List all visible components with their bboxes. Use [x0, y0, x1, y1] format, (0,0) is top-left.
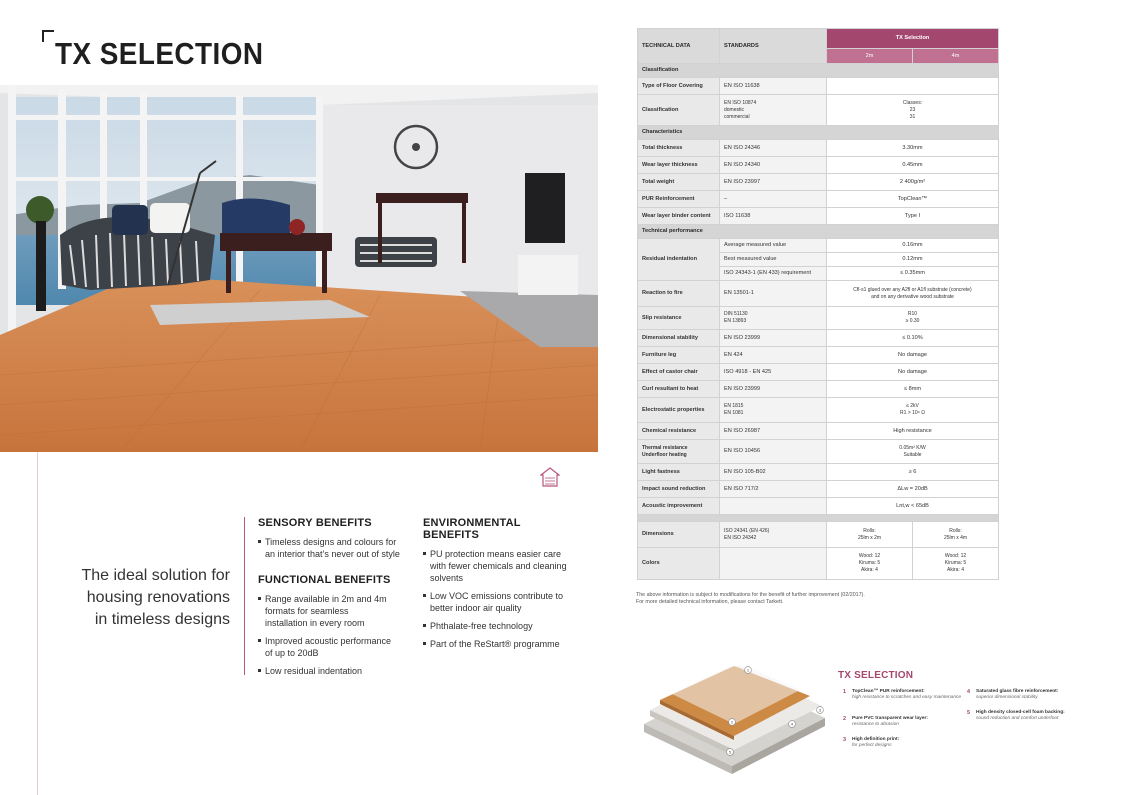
row-label: Dimensions [638, 522, 720, 548]
table-row [638, 239, 999, 253]
tagline-line: The ideal solution for [81, 567, 230, 584]
layer-number: 5 [967, 710, 971, 716]
row-standard: Average measured value [720, 239, 827, 253]
row-standard: EN ISO 23997 [720, 174, 827, 191]
row-value: Cfl-s1 glued over any A2fl or A1fl substrate (concrete) and on any derivative wood substrate [827, 281, 999, 307]
table-row [638, 440, 999, 464]
layer-description: superior dimensional stability [976, 695, 1038, 700]
tagline [40, 565, 230, 631]
row-label: Thermal resistance Underfloor heating [638, 440, 720, 464]
benefit-item: Phthalate-free technology [423, 620, 573, 632]
footnote-line: For more detailed technical information, please contact Tarkett. [636, 599, 784, 605]
row-standard [720, 548, 827, 580]
layer-marker: 2 [730, 719, 734, 725]
tagline-line: housing renovations [86, 589, 230, 606]
row-value: Classes: 23 31 [827, 95, 999, 126]
section-label: Classification [638, 64, 999, 78]
row-value: Lnt,w < 65dB [827, 498, 999, 515]
layer-item [843, 716, 972, 728]
row-standard: EN ISO 105-B02 [720, 464, 827, 481]
layer-name: Pure PVC transparent wear layer: [852, 716, 928, 721]
environmental-benefits-list [423, 548, 573, 650]
layer-item [967, 710, 1096, 722]
width-header: 2m [827, 49, 913, 64]
width-header: 4m [913, 49, 999, 64]
row-value: Wood: 12 Kiruma: 5 Akira: 4 [827, 548, 913, 580]
table-row [638, 140, 999, 157]
table-row [638, 95, 999, 126]
layer-marker: 3 [818, 707, 822, 713]
benefit-item: Range available in 2m and 4m formats for seamless installation in every room [258, 593, 408, 629]
layer-name: High density closed-cell foam backing: [976, 710, 1065, 715]
layer-number: 3 [843, 737, 847, 743]
table-row [638, 522, 999, 548]
row-standard: EN 13501-1 [720, 281, 827, 307]
row-label: Wear layer binder content [638, 208, 720, 225]
layer-item [967, 689, 1096, 701]
table-row [638, 157, 999, 174]
table-row [638, 281, 999, 307]
row-standard: ISO 4918 - EN 425 [720, 364, 827, 381]
row-value: Rolls: 25lm x 4m [913, 522, 999, 548]
row-value: 0.05m² K/W Suitable [827, 440, 999, 464]
layer-name: Saturated glass fibre reinforcement: [976, 689, 1059, 694]
product-header: TX Selection [827, 29, 999, 49]
row-standard: EN ISO 24346 [720, 140, 827, 157]
technical-data-table [637, 28, 999, 580]
functional-benefits-heading: FUNCTIONAL BENEFITS [258, 574, 391, 586]
layer-description: for perfect designs [852, 743, 892, 748]
row-label: Curl resultant to heat [638, 381, 720, 398]
layer-marker: 4 [790, 721, 794, 727]
table-row [638, 381, 999, 398]
row-standard: Best measured value [720, 253, 827, 267]
row-standard [720, 498, 827, 515]
row-label: Total thickness [638, 140, 720, 157]
table-header-row [638, 29, 999, 49]
living-room-photo [0, 85, 598, 452]
layer-marker: 5 [728, 749, 732, 755]
row-label: Dimensional stability [638, 330, 720, 347]
table-row [638, 191, 999, 208]
section-label: Technical performance [638, 225, 999, 239]
row-standard: EN ISO 10874 domestic commercial [720, 95, 827, 126]
section-row [638, 64, 999, 78]
benefit-item: Improved acoustic performance of up to 20dB [258, 635, 408, 659]
table-row [638, 174, 999, 191]
table-row [638, 307, 999, 330]
row-label: Slip resistance [638, 307, 720, 330]
corner-mark [42, 30, 54, 42]
benefits-divider [244, 517, 245, 675]
benefits-column-right [423, 517, 573, 656]
row-standard: EN 1815 EN 1081 [720, 398, 827, 423]
row-value: 0.45mm [827, 157, 999, 174]
row-label: Reaction to fire [638, 281, 720, 307]
table-row [638, 347, 999, 364]
row-value: ≥ 6 [827, 464, 999, 481]
row-label: Electrostatic properties [638, 398, 720, 423]
row-label: Chemical resistance [638, 423, 720, 440]
tagline-line: in timeless designs [94, 611, 230, 628]
layer-number: 2 [843, 716, 847, 722]
benefit-item: Timeless designs and colours for an interior that’s never out of style [258, 536, 408, 560]
layer-item [843, 689, 972, 701]
row-label: Residual indentation [638, 239, 720, 281]
row-value: R10 ≥ 0.30 [827, 307, 999, 330]
layer-name: TopClean™ PUR reinforcement: [852, 689, 925, 694]
benefit-item: Part of the ReStart® programme [423, 638, 573, 650]
row-value: 3.30mm [827, 140, 999, 157]
section-row [638, 126, 999, 140]
layer-description: resistance to abrasion [852, 722, 899, 727]
row-label: Total weight [638, 174, 720, 191]
row-label: Impact sound reduction [638, 481, 720, 498]
row-value: 0.16mm [827, 239, 999, 253]
row-label: PUR Reinforcement [638, 191, 720, 208]
section-row [638, 225, 999, 239]
row-value: 2 400g/m² [827, 174, 999, 191]
spacer-row [638, 515, 999, 522]
table-row [638, 464, 999, 481]
row-standard: DIN 51130 EN 13893 [720, 307, 827, 330]
sensory-benefits-list [258, 536, 408, 560]
row-standard: ISO 11638 [720, 208, 827, 225]
row-label: Colors [638, 548, 720, 580]
row-label: Furniture leg [638, 347, 720, 364]
row-value: ≤ 2kV R1 > 10⁹ Ω [827, 398, 999, 423]
benefit-item: Low residual indentation [258, 665, 408, 677]
row-value: High resistance [827, 423, 999, 440]
footnote-line: The above information is subject to modifications for the benefit of further improvement (02/2017). [636, 592, 865, 598]
table-row [638, 548, 999, 580]
table-row [638, 481, 999, 498]
column-header: TECHNICAL DATA [638, 29, 720, 64]
layer-number: 1 [843, 689, 847, 695]
row-value: ≤ 0.35mm [827, 267, 999, 281]
layer-description: high resistance to scratches and easy maintenance [852, 695, 962, 700]
house-icon [540, 467, 560, 487]
row-value: TopClean™ [827, 191, 999, 208]
row-standard: EN ISO 23999 [720, 330, 827, 347]
table-row [638, 208, 999, 225]
row-value: Rolls: 25lm x 2m [827, 522, 913, 548]
row-standard: EN ISO 26987 [720, 423, 827, 440]
layer-name: High definition print: [852, 737, 900, 742]
layer-description: sound reduction and comfort underfoot [976, 716, 1059, 721]
row-standard: EN ISO 23999 [720, 381, 827, 398]
row-label: Acoustic improvement [638, 498, 720, 515]
row-label: Wear layer thickness [638, 157, 720, 174]
row-value: 0.12mm [827, 253, 999, 267]
page-title: TX SELECTION [55, 36, 264, 71]
table-row [638, 364, 999, 381]
table-row [638, 398, 999, 423]
row-label: Effect of castor chair [638, 364, 720, 381]
row-label: Light fastness [638, 464, 720, 481]
row-value: Type I [827, 208, 999, 225]
benefits-column-left [258, 517, 408, 683]
layer-structure-diagram [642, 666, 827, 774]
table-row [638, 423, 999, 440]
functional-benefits-list [258, 593, 408, 677]
row-value: ≤ 8mm [827, 381, 999, 398]
table-row [638, 330, 999, 347]
row-value: No damage [827, 364, 999, 381]
layer-item [843, 737, 972, 749]
row-value [827, 78, 999, 95]
row-standard: EN ISO 10456 [720, 440, 827, 464]
row-standard: EN ISO 24340 [720, 157, 827, 174]
benefit-item: PU protection means easier care with fewer chemicals and cleaning solvents [423, 548, 573, 584]
row-label: Type of Floor Covering [638, 78, 720, 95]
row-standard: ISO 24343-1 (EN 433) requirement [720, 267, 827, 281]
row-standard: EN 424 [720, 347, 827, 364]
environmental-benefits-heading: ENVIRONMENTAL BENEFITS [423, 517, 521, 541]
sensory-benefits-heading: SENSORY BENEFITS [258, 517, 372, 529]
layer-number: 4 [967, 689, 971, 695]
row-value: ΔLw = 20dB [827, 481, 999, 498]
row-value: ≤ 0.10% [827, 330, 999, 347]
layers-title: TX SELECTION [838, 670, 914, 681]
row-label: Classification [638, 95, 720, 126]
row-standard: – [720, 191, 827, 208]
row-standard: EN ISO 717/2 [720, 481, 827, 498]
footnote [636, 592, 1006, 606]
section-label: Characteristics [638, 126, 999, 140]
benefit-item: Low VOC emissions contribute to better indoor air quality [423, 590, 573, 614]
layer-marker: 1 [746, 667, 750, 673]
column-header: STANDARDS [720, 29, 827, 64]
row-value: No damage [827, 347, 999, 364]
table-row [638, 78, 999, 95]
row-standard: ISO 24341 (EN 426) EN ISO 24342 [720, 522, 827, 548]
table-row [638, 498, 999, 515]
row-standard: EN ISO 11638 [720, 78, 827, 95]
row-value: Wood: 12 Kiruma: 5 Akira: 4 [913, 548, 999, 580]
